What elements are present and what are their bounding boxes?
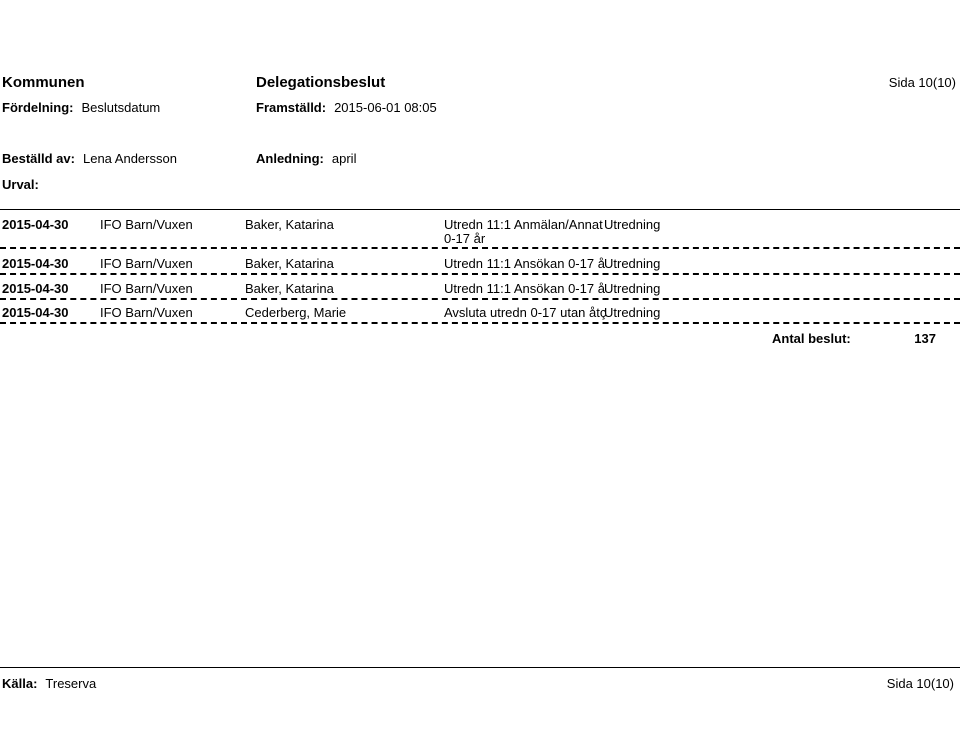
row-divider (0, 298, 960, 300)
footer-source (2, 676, 96, 691)
antal-beslut-label: Antal beslut: (772, 331, 851, 346)
bestalld-field (2, 151, 177, 166)
row-date: 2015-04-30 (2, 217, 69, 232)
page-number: Sida 10(10) (888, 75, 956, 90)
row-action: Avsluta utredn 0-17 utan åtç (444, 305, 607, 320)
urval-label: Urval: (2, 177, 39, 192)
row-type: Utredning (604, 305, 661, 320)
source-label: Källa: (2, 676, 38, 691)
row-type: Utredning (604, 281, 661, 296)
bestalld-label: Beställd av: (2, 151, 75, 166)
document-title: Delegationsbeslut (256, 74, 386, 91)
footer-page-number: Sida 10(10) (886, 676, 954, 691)
framstalld-field (256, 100, 437, 115)
fordelning-field (2, 100, 160, 115)
org-name: Kommunen (2, 74, 85, 91)
row-date: 2015-04-30 (2, 281, 69, 296)
anledning-field (256, 151, 356, 166)
row-person: Baker, Katarina (245, 281, 334, 296)
framstalld-value: 2015-06-01 08:05 (334, 100, 437, 115)
row-action: Utredn 11:1 Anmälan/Annat (444, 217, 603, 232)
row-type: Utredning (604, 256, 661, 271)
anledning-label: Anledning: (256, 151, 324, 166)
anledning-value: april (331, 151, 357, 166)
row-person: Cederberg, Marie (245, 305, 347, 320)
row-action: Utredn 11:1 Ansökan 0-17 å (444, 256, 605, 271)
row-person: Baker, Katarina (245, 217, 334, 232)
row-person: Baker, Katarina (245, 256, 334, 271)
row-unit: IFO Barn/Vuxen (100, 281, 193, 296)
footer-divider (0, 667, 960, 668)
row-unit: IFO Barn/Vuxen (100, 256, 193, 271)
antal-beslut-value: 137 (914, 331, 936, 346)
framstalld-label: Framställd: (256, 100, 327, 115)
row-divider (0, 273, 960, 275)
source-value: Treserva (45, 676, 97, 691)
row-action-cont: 0-17 år (444, 231, 486, 246)
row-date: 2015-04-30 (2, 256, 69, 271)
row-unit: IFO Barn/Vuxen (100, 305, 193, 320)
row-unit: IFO Barn/Vuxen (100, 217, 193, 232)
row-divider (0, 322, 960, 324)
row-date: 2015-04-30 (2, 305, 69, 320)
bestalld-value: Lena Andersson (82, 151, 177, 166)
row-type: Utredning (604, 217, 661, 232)
row-divider (0, 247, 960, 249)
header-divider (0, 209, 960, 210)
fordelning-value: Beslutsdatum (81, 100, 161, 115)
row-action: Utredn 11:1 Ansökan 0-17 å (444, 281, 605, 296)
fordelning-label: Fördelning: (2, 100, 74, 115)
